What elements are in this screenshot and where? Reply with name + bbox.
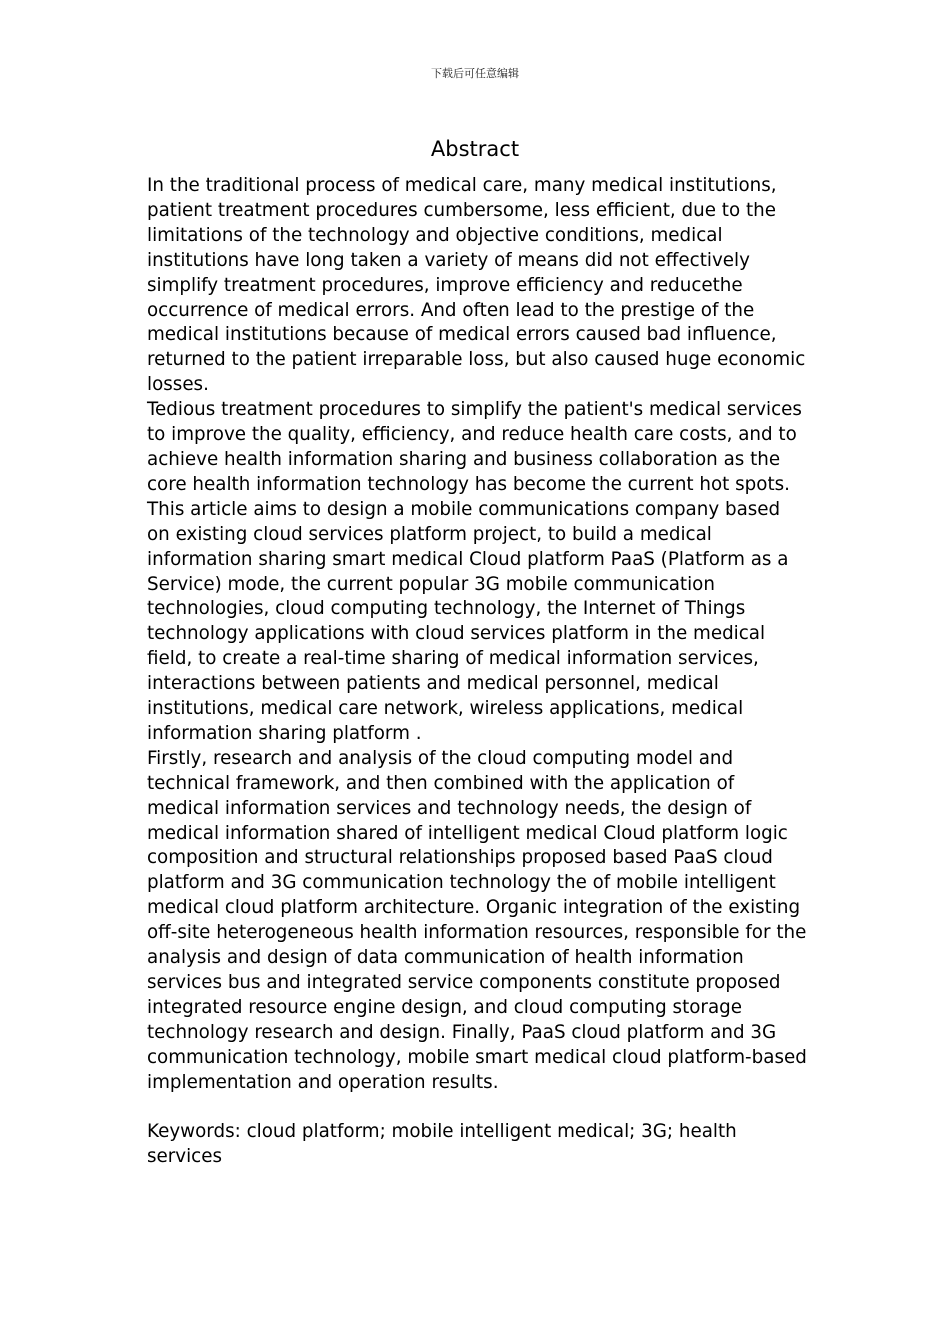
abstract-paragraph-3: Firstly, research and analysis of the cloud computing model and technical framework, and then combined with the application of medical information services and technology needs, the design of medical information shared of intelligent medical Cloud platform logic composition and structural relationships proposed based PaaS cloud platform and 3G communication technology the of mobile intelligent medical cloud platform architecture. Organic integration of the existing off-site heterogeneous health information resources, responsible for the analysis and design of data communication of health information services bus and integrated service components constitute proposed integrated resource engine design, and cloud computing storage technology research and design. Finally, PaaS cloud platform and 3G communication technology, mobile smart medical cloud platform-based implementation and operation results.	[147, 747, 807, 1093]
abstract-body	[147, 174, 807, 1170]
keywords: Keywords: cloud platform; mobile intelligent medical; 3G; health services	[147, 1121, 737, 1168]
page-title: Abstract	[430, 137, 520, 161]
header-note: 下载后可任意编辑	[431, 67, 519, 80]
abstract-paragraph-1: In the traditional process of medical care, many medical institutions, patient treatment procedures cumbersome, less efficient, due to the limitations of the technology and objective conditions, medical institutions have long taken a variety of means did not effectively simplify treatment procedures, improve efficiency and reducethe occurrence of medical errors. And often lead to the prestige of the medical institutions because of medical errors caused bad influence, returned to the patient irreparable loss, but also caused huge economic losses.	[147, 175, 806, 396]
abstract-paragraph-2: Tedious treatment procedures to simplify the patient's medical services to improve the quality, efficiency, and reduce health care costs, and to achieve health information sharing and business collaboration as the core health information technology has become the current hot spots. This article aims to design a mobile communications company based on existing cloud services platform project, to build a medical information sharing smart medical Cloud platform PaaS (Platform as a Service) mode, the current popular 3G mobile communication technologies, cloud computing technology, the Internet of Things technology applications with cloud services platform in the medical field, to create a real-time sharing of medical information services, interactions between patients and medical personnel, medical institutions, medical care network, wireless applications, medical information sharing platform .	[147, 399, 802, 744]
